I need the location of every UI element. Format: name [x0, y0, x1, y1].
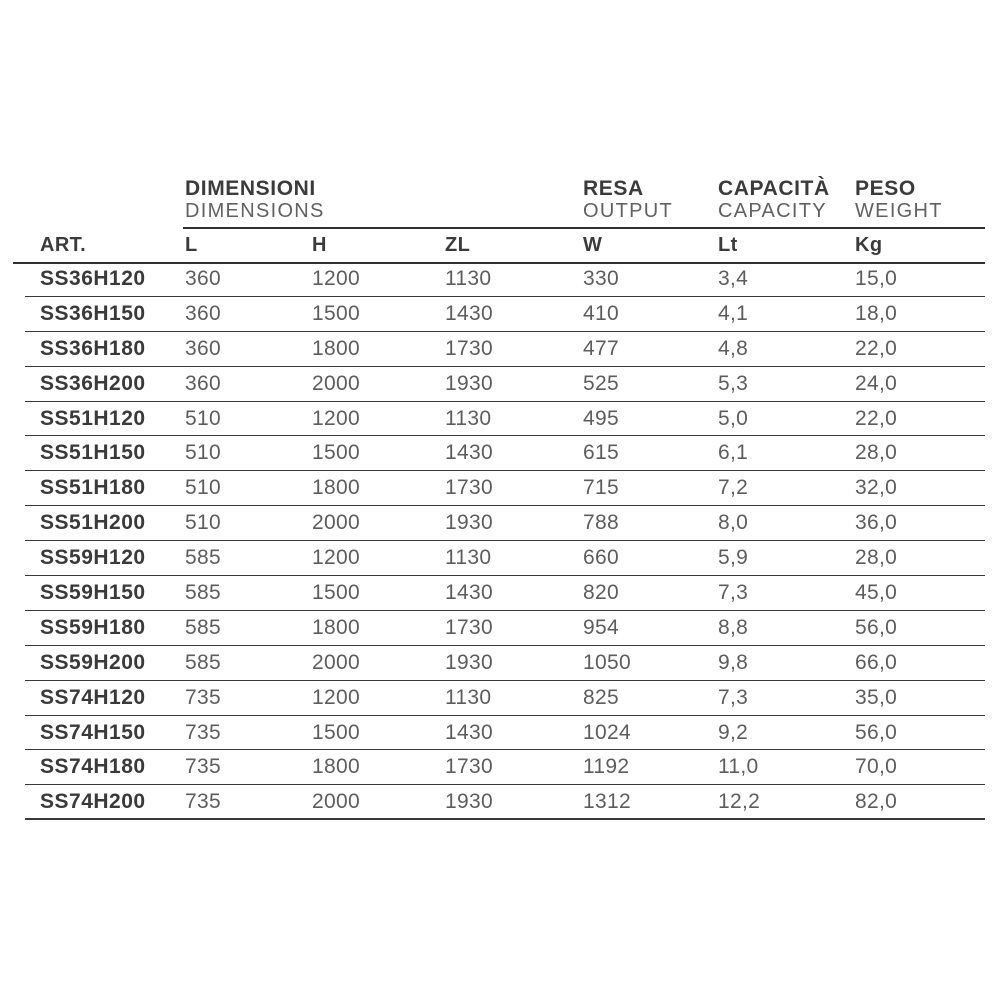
group-header-capacity-en: CAPACITY [718, 200, 827, 222]
cell-zl: 1930 [445, 371, 493, 395]
cell-kg: 28,0 [855, 546, 898, 570]
group-header-output-it: RESA [583, 177, 644, 200]
cell-lt: 5,0 [718, 406, 749, 430]
cell-zl: 1430 [445, 301, 493, 325]
cell-w: 410 [583, 301, 619, 325]
cell-w: 477 [583, 336, 619, 360]
cell-kg: 24,0 [855, 371, 898, 395]
cell-zl: 1130 [445, 685, 492, 709]
cell-lt: 8,8 [718, 615, 749, 639]
cell-h: 1200 [312, 406, 360, 430]
column-header-h: H [312, 233, 327, 256]
cell-l: 585 [185, 546, 221, 570]
cell-lt: 11,0 [718, 755, 759, 779]
column-header-zl: ZL [445, 233, 471, 256]
cell-h: 1200 [312, 546, 360, 570]
cell-w: 660 [583, 546, 619, 570]
cell-h: 1800 [312, 336, 360, 360]
table-row [25, 262, 985, 297]
cell-l: 735 [185, 720, 221, 744]
cell-h: 1200 [312, 266, 360, 290]
cell-h: 2000 [312, 650, 360, 674]
column-header-art: ART. [40, 233, 87, 256]
table-row [25, 681, 985, 716]
table-row [25, 541, 985, 576]
cell-lt: 9,2 [718, 720, 749, 744]
cell-art-code: SS59H150 [40, 580, 146, 604]
cell-art-code: SS51H120 [40, 406, 146, 430]
cell-art-code: SS36H150 [40, 301, 146, 325]
cell-art-code: SS36H180 [40, 336, 146, 360]
cell-lt: 4,1 [718, 301, 749, 325]
group-header-weight [855, 178, 985, 222]
table-row [25, 716, 985, 751]
cell-kg: 18,0 [855, 301, 898, 325]
cell-art-code: SS51H180 [40, 476, 146, 500]
cell-kg: 35,0 [855, 685, 898, 709]
table-row [25, 750, 985, 785]
cell-zl: 1130 [445, 406, 492, 430]
table-row [25, 367, 985, 402]
cell-w: 615 [583, 441, 619, 465]
table-row [25, 471, 985, 506]
spec-table [25, 178, 985, 820]
group-header-output [583, 178, 718, 222]
cell-w: 825 [583, 685, 619, 709]
column-header-row [25, 228, 985, 262]
cell-w: 330 [583, 266, 619, 290]
cell-zl: 1930 [445, 789, 493, 813]
table-row [25, 611, 985, 646]
cell-lt: 12,2 [718, 789, 761, 813]
table-row [25, 506, 985, 541]
cell-art-code: SS74H120 [40, 685, 146, 709]
cell-zl: 1430 [445, 720, 493, 744]
cell-h: 2000 [312, 789, 360, 813]
column-header-l: L [185, 233, 198, 256]
column-header-underline [13, 262, 985, 264]
cell-h: 1800 [312, 476, 360, 500]
cell-art-code: SS74H200 [40, 789, 146, 813]
cell-h: 2000 [312, 511, 360, 535]
group-header-dimensions-it: DIMENSIONI [185, 177, 316, 200]
cell-art-code: SS51H200 [40, 511, 146, 535]
table-body [25, 262, 985, 820]
cell-kg: 70,0 [855, 755, 898, 779]
cell-zl: 1130 [445, 546, 492, 570]
cell-kg: 22,0 [855, 336, 898, 360]
cell-l: 585 [185, 615, 221, 639]
cell-lt: 5,3 [718, 371, 749, 395]
cell-l: 360 [185, 301, 221, 325]
cell-h: 2000 [312, 371, 360, 395]
cell-l: 510 [185, 476, 221, 500]
cell-lt: 8,0 [718, 511, 749, 535]
cell-zl: 1730 [445, 336, 493, 360]
group-header-dimensions [185, 178, 583, 222]
cell-art-code: SS74H180 [40, 755, 146, 779]
cell-zl: 1430 [445, 580, 493, 604]
cell-l: 510 [185, 406, 221, 430]
cell-w: 1312 [583, 789, 631, 813]
cell-kg: 66,0 [855, 650, 898, 674]
column-header-lt: Lt [718, 233, 738, 256]
cell-kg: 22,0 [855, 406, 898, 430]
cell-art-code: SS59H180 [40, 615, 146, 639]
table-row [25, 646, 985, 681]
cell-l: 360 [185, 336, 221, 360]
cell-w: 1192 [583, 755, 630, 779]
cell-art-code: SS36H200 [40, 371, 146, 395]
table-row [25, 332, 985, 367]
group-header-underline [183, 227, 985, 229]
cell-kg: 56,0 [855, 720, 898, 744]
cell-lt: 3,4 [718, 266, 749, 290]
cell-w: 788 [583, 511, 619, 535]
cell-zl: 1130 [445, 266, 492, 290]
cell-h: 1500 [312, 580, 360, 604]
cell-art-code: SS36H120 [40, 266, 146, 290]
table-row [25, 402, 985, 437]
column-header-kg: Kg [855, 233, 883, 256]
table-row [25, 297, 985, 332]
cell-h: 1800 [312, 615, 360, 639]
cell-kg: 32,0 [855, 476, 898, 500]
cell-l: 510 [185, 511, 221, 535]
cell-w: 820 [583, 580, 619, 604]
cell-kg: 56,0 [855, 615, 898, 639]
cell-h: 1800 [312, 755, 360, 779]
cell-h: 1200 [312, 685, 360, 709]
cell-zl: 1730 [445, 755, 493, 779]
cell-kg: 15,0 [855, 266, 898, 290]
cell-zl: 1930 [445, 650, 493, 674]
cell-l: 360 [185, 266, 221, 290]
cell-zl: 1930 [445, 511, 493, 535]
cell-w: 1024 [583, 720, 631, 744]
group-header-capacity-it: CAPACITÀ [718, 177, 830, 200]
cell-l: 735 [185, 755, 221, 779]
cell-h: 1500 [312, 301, 360, 325]
cell-w: 954 [583, 615, 619, 639]
group-header-row [25, 178, 985, 228]
cell-l: 585 [185, 650, 221, 674]
cell-lt: 4,8 [718, 336, 749, 360]
cell-lt: 7,3 [718, 685, 749, 709]
cell-w: 495 [583, 406, 619, 430]
cell-w: 715 [583, 476, 619, 500]
cell-art-code: SS59H200 [40, 650, 146, 674]
group-header-output-en: OUTPUT [583, 200, 674, 222]
cell-lt: 6,1 [718, 441, 749, 465]
cell-w: 525 [583, 371, 619, 395]
cell-h: 1500 [312, 441, 360, 465]
cell-kg: 45,0 [855, 580, 898, 604]
cell-lt: 7,2 [718, 476, 749, 500]
cell-lt: 5,9 [718, 546, 749, 570]
group-header-capacity [718, 178, 855, 222]
group-header-weight-en: WEIGHT [855, 200, 943, 222]
cell-l: 510 [185, 441, 221, 465]
cell-l: 735 [185, 789, 221, 813]
table-row [25, 785, 985, 820]
cell-kg: 82,0 [855, 789, 898, 813]
group-header-dimensions-en: DIMENSIONS [185, 200, 325, 222]
cell-zl: 1730 [445, 476, 493, 500]
cell-kg: 28,0 [855, 441, 898, 465]
cell-h: 1500 [312, 720, 360, 744]
cell-lt: 7,3 [718, 580, 749, 604]
cell-art-code: SS51H150 [40, 441, 146, 465]
cell-zl: 1430 [445, 441, 493, 465]
cell-art-code: SS74H150 [40, 720, 146, 744]
cell-art-code: SS59H120 [40, 546, 146, 570]
cell-lt: 9,8 [718, 650, 749, 674]
cell-zl: 1730 [445, 615, 493, 639]
cell-kg: 36,0 [855, 511, 898, 535]
table-row [25, 436, 985, 471]
cell-l: 735 [185, 685, 221, 709]
cell-l: 360 [185, 371, 221, 395]
column-header-w: W [583, 233, 603, 256]
cell-l: 585 [185, 580, 221, 604]
cell-w: 1050 [583, 650, 631, 674]
group-header-weight-it: PESO [855, 177, 916, 200]
table-row [25, 576, 985, 611]
